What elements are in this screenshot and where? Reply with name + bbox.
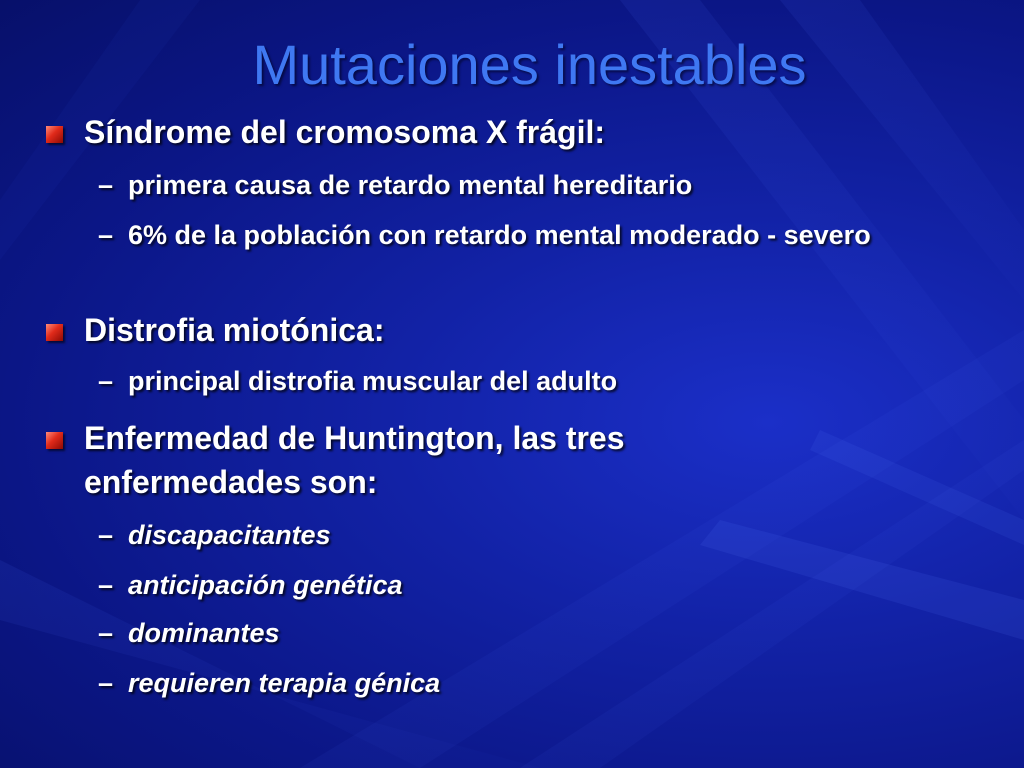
list-item-text: Síndrome del cromosoma X frágil: [84, 114, 605, 150]
list-item-text: Enfermedad de Huntington, las tres enfermedades son: [84, 420, 625, 500]
dash-bullet: – [98, 220, 114, 250]
list-item-text: Distrofia miotónica: [84, 312, 385, 348]
square-bullet-icon [46, 126, 63, 143]
sub-list-item [98, 166, 968, 204]
dash-bullet: – [98, 570, 114, 600]
square-bullet-icon [46, 324, 63, 341]
slide-title: Mutaciones inestables [252, 33, 807, 96]
sub-list-item [98, 664, 968, 702]
sub-list-item-text: 6% de la población con retardo mental moderado - severo [128, 220, 871, 250]
sub-list-item-text: primera causa de retardo mental hereditario [128, 170, 693, 200]
sub-list-item [98, 566, 968, 604]
dash-bullet: – [98, 668, 114, 698]
dash-bullet: – [98, 618, 114, 648]
list-item [84, 416, 784, 504]
sub-list-item-text: principal distrofia muscular del adulto [128, 366, 618, 396]
dash-bullet: – [98, 366, 114, 396]
sub-list-item-text: dominantes [128, 618, 280, 648]
sub-list-item [98, 614, 968, 652]
dash-bullet: – [98, 520, 114, 550]
dash-bullet: – [98, 170, 114, 200]
sub-list-item-text: discapacitantes [128, 520, 331, 550]
list-item [84, 308, 984, 352]
sub-list-item-text: anticipación genética [128, 570, 403, 600]
sub-list-item [98, 516, 968, 554]
sub-list-item [98, 216, 958, 254]
sub-list-item [98, 362, 968, 400]
square-bullet-icon [46, 432, 63, 449]
sub-list-item-text: requieren terapia génica [128, 668, 441, 698]
list-item [84, 110, 984, 154]
